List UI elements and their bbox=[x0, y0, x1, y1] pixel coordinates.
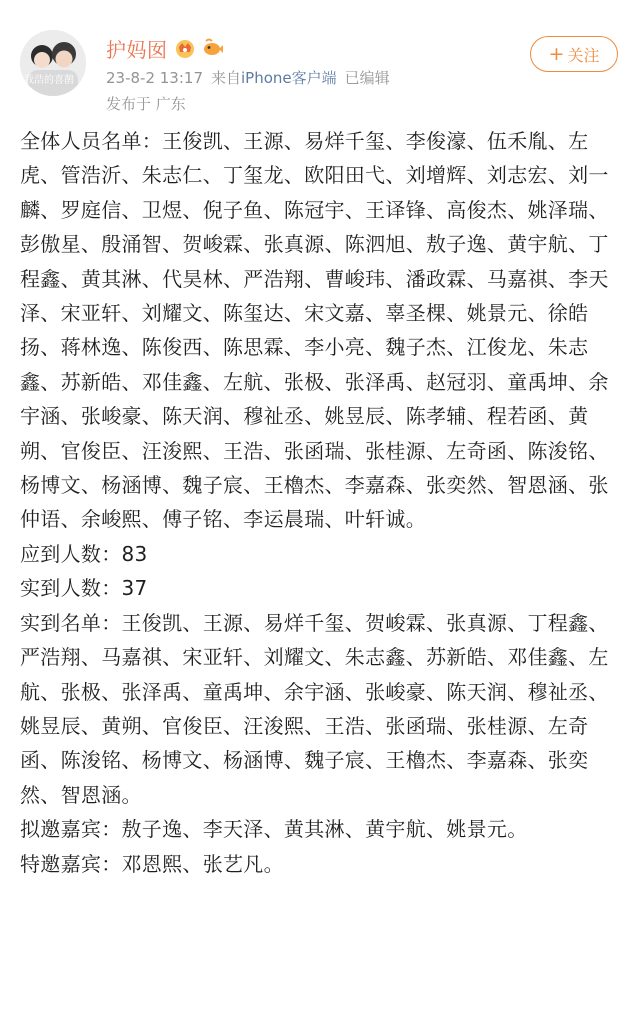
post-source[interactable]: iPhone客户端 bbox=[241, 69, 337, 87]
post-header bbox=[0, 0, 640, 120]
text-line-expected-count: 应到人数：83 bbox=[20, 541, 148, 566]
source-prefix: 来自 bbox=[211, 69, 242, 87]
follow-button[interactable] bbox=[530, 36, 618, 72]
plus-icon: + bbox=[548, 42, 565, 65]
post-meta bbox=[106, 67, 398, 88]
edited-label[interactable]: 已编辑 bbox=[344, 69, 390, 87]
username-row bbox=[106, 34, 224, 62]
text-line-invited-guests: 拟邀嘉宾：敖子逸、李天泽、黄其淋、黄宇航、姚景元。 bbox=[20, 817, 528, 842]
post-date: 23-8-2 13:17 bbox=[106, 69, 203, 87]
avatar-image-icon bbox=[20, 30, 86, 96]
fish-badge-icon[interactable] bbox=[202, 37, 224, 59]
avatar[interactable] bbox=[20, 30, 86, 96]
post-location: 发布于 广东 bbox=[106, 95, 186, 113]
text-line-actual-count: 实到人数：37 bbox=[20, 576, 148, 601]
text-line-special-guests: 特邀嘉宾：邓恩熙、张艺凡。 bbox=[20, 851, 284, 876]
follow-label: 关注 bbox=[567, 45, 600, 65]
username[interactable]: 护妈囡 bbox=[106, 37, 168, 62]
text-line-all-members: 全体人员名单：王俊凯、王源、易烊千玺、李俊濠、伍禾胤、左虎、管浩沂、朱志仁、丁玺龙、欧阳田弋、刘增辉、刘志宏、刘一麟、罗庭信、卫煜、倪子鱼、陈冠宇、王译锋、高俊杰、姚泽瑞、彭傲星、殷涌智、贺峻霖、张真源、陈泗旭、敖子逸、黄宇航、丁程鑫、黄其淋、代昊林、严浩翔、曹峻玮、潘政霖、马嘉祺、李天泽、宋亚轩、刘耀文、陈玺达、宋文嘉、辜圣棵、姚景元、徐皓扬、蒋林逸、陈俊西、陈思霖、李小亮、魏子杰、江俊龙、朱志鑫、苏新皓、邓佳鑫、左航、张极、张泽禹、赵冠羽、童禹坤、余宇涵、张峻豪、陈天润、穆祉丞、姚昱辰、陈孝辅、程若函、黄朔、官俊臣、汪浚熙、王浩、张函瑞、张桂源、左奇函、陈浚铭、杨博文、杨涵博、魏子宸、王櫓杰、李嘉森、张奕然、智恩涵、张仲语、余峻熙、傅子铭、李运晨瑞、叶轩诚。 bbox=[20, 129, 609, 532]
crown-badge-icon[interactable] bbox=[174, 37, 196, 59]
avatar-text: 我浩的喜鹊 bbox=[24, 75, 74, 86]
text-line-attendees: 实到名单：王俊凯、王源、易烊千玺、贺峻霖、张真源、丁程鑫、严浩翔、马嘉祺、宋亚轩、刘耀文、朱志鑫、苏新皓、邓佳鑫、左航、张极、张泽禹、童禹坤、余宇涵、张峻豪、陈天润、穆祉丞、姚昱辰、黄朔、官俊臣、汪浚熙、王浩、张函瑞、张桂源、左奇函、陈浚铭、杨博文、杨涵博、魏子宸、王櫓杰、李嘉森、张奕然、智恩涵。 bbox=[20, 610, 609, 807]
post-body bbox=[20, 124, 620, 881]
